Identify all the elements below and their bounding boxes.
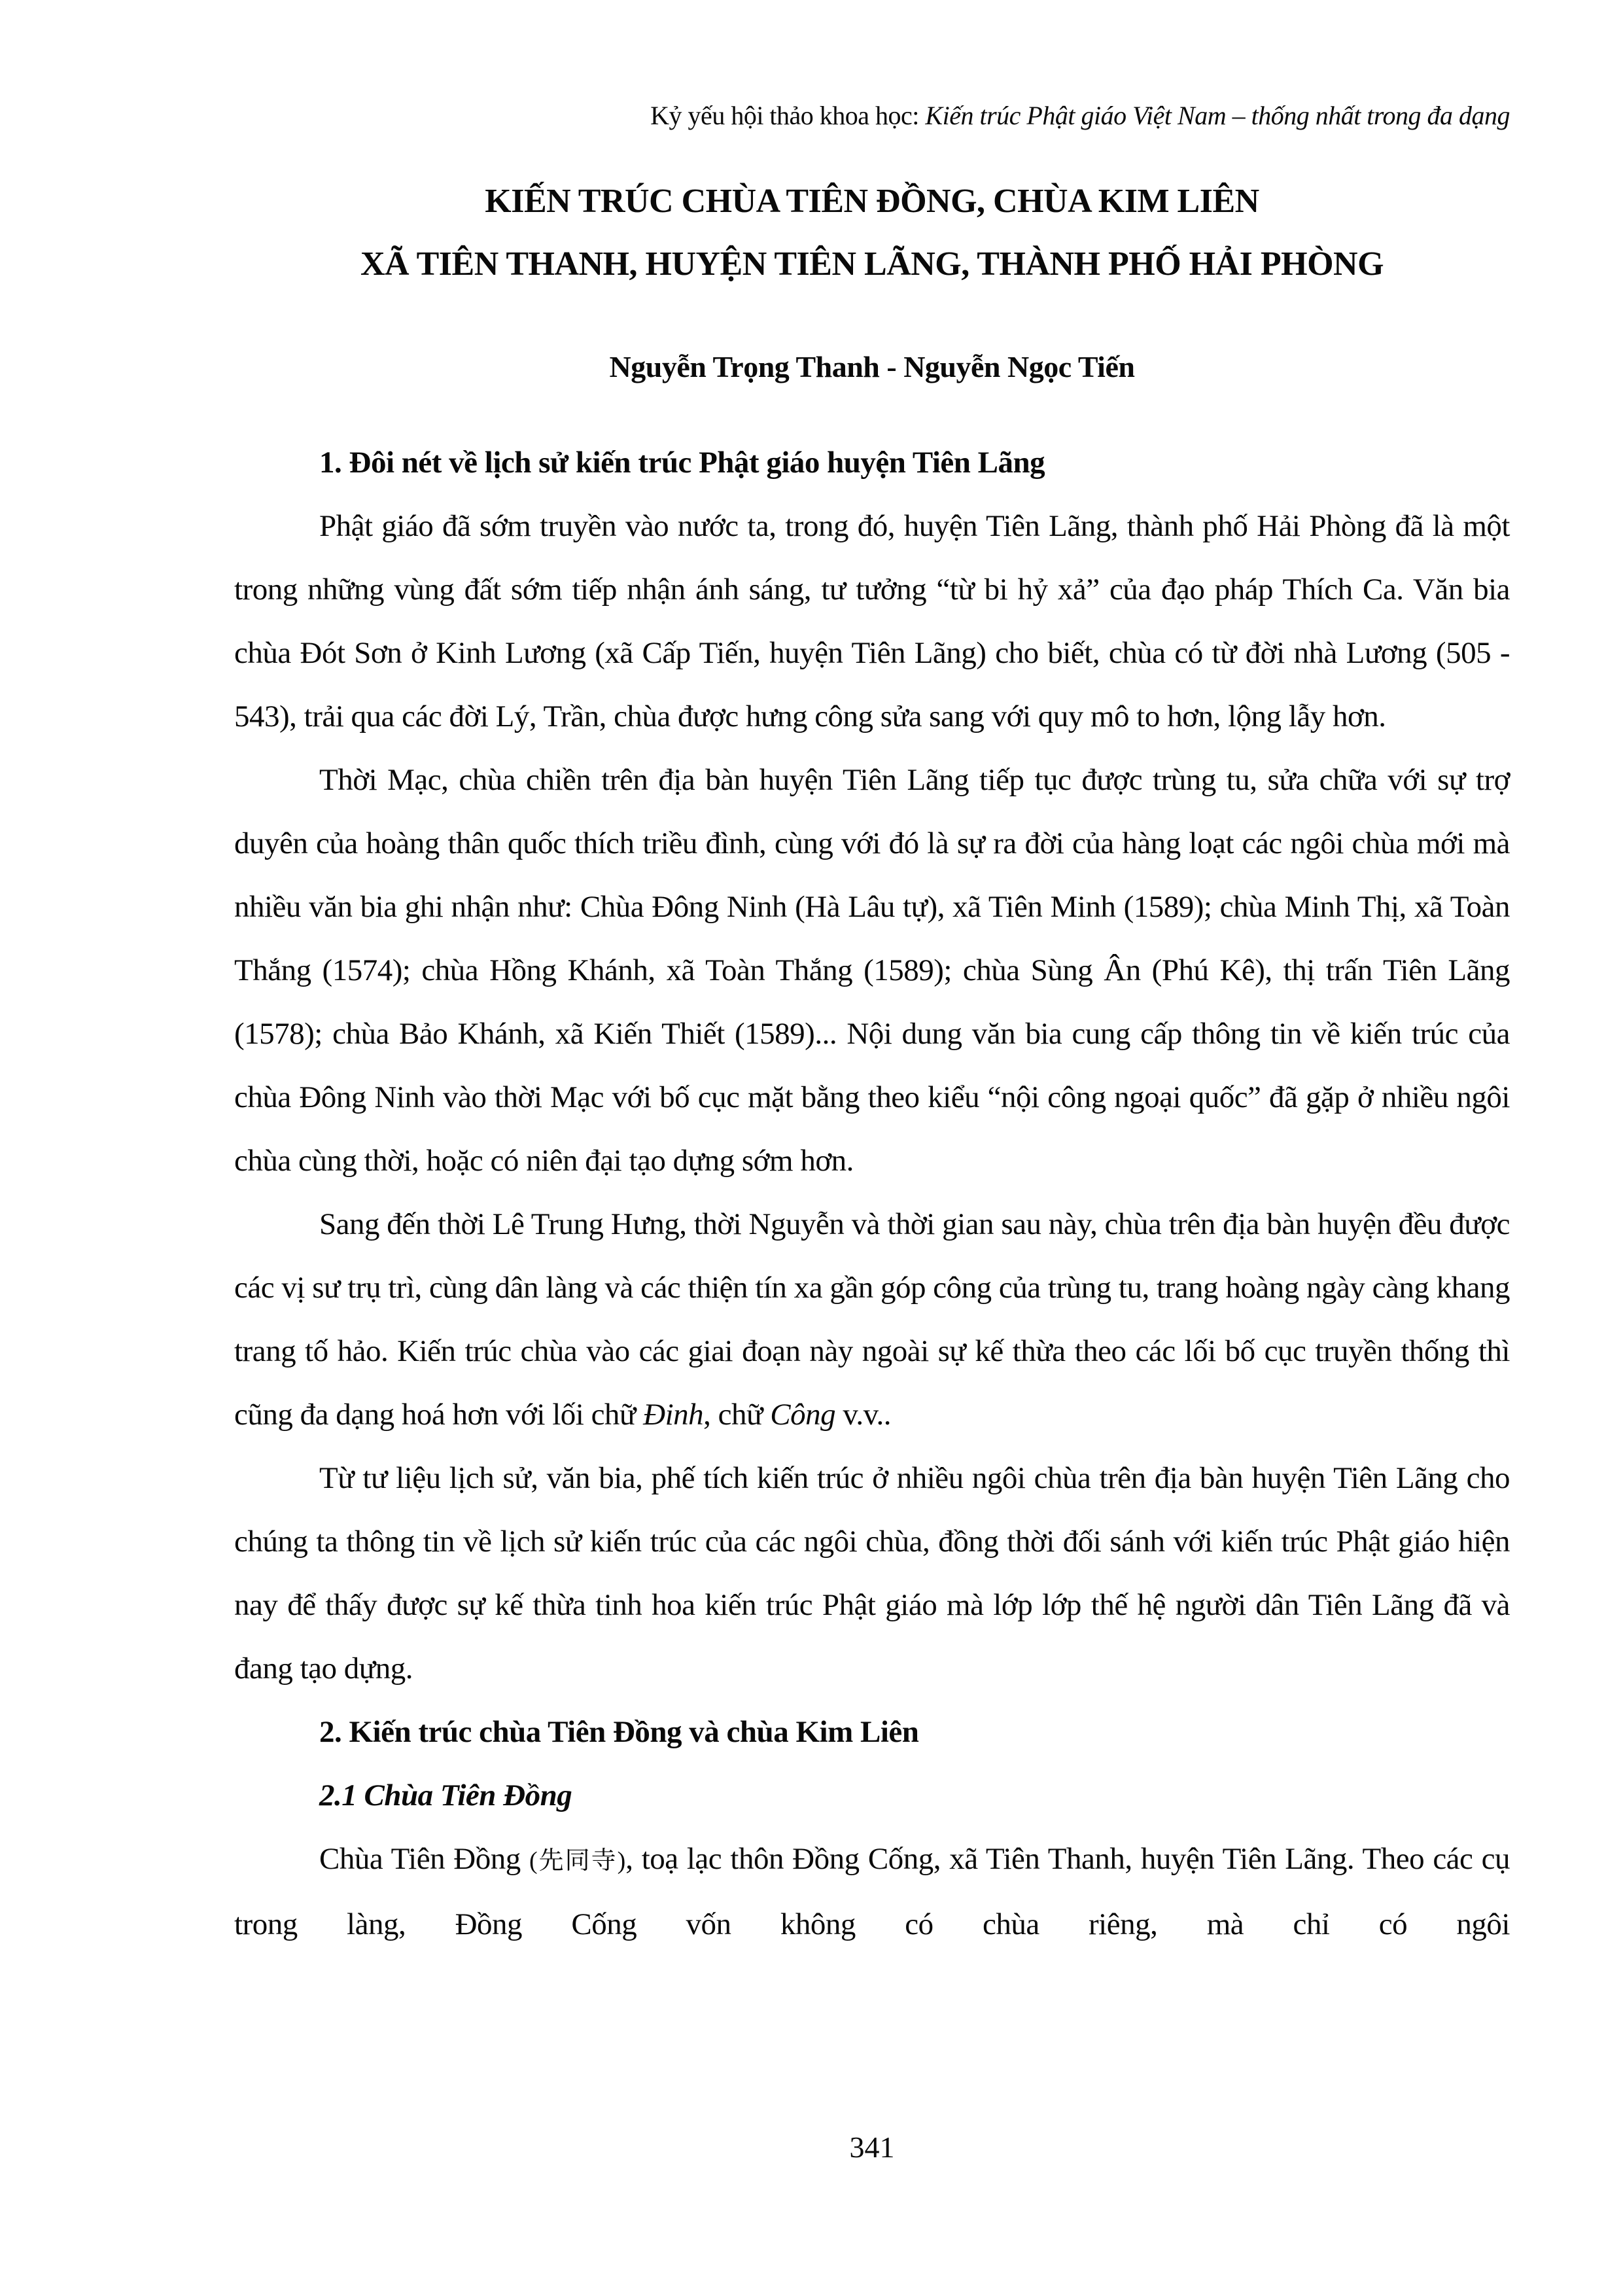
paragraph-5-tail: , toạ lạc thôn Đồng Cống, xã Tiên Thanh, huyện Tiên Lãng. Theo các cụ trong làng, Đồng Cống vốn không có chùa riêng, mà chỉ có ngôi (234, 1842, 1510, 1941)
running-header (234, 0, 1510, 135)
section1-heading: 1. Đôi nét về lịch sử kiến trúc Phật giáo huyện Tiên Lãng (319, 446, 1045, 480)
paragraph-3-tail: v.v.. (835, 1398, 892, 1432)
section1-paragraph-1: Phật giáo đã sớm truyền vào nước ta, trong đó, huyện Tiên Lãng, thành phố Hải Phòng đã là một trong những vùng đất sớm tiếp nhận ánh sáng, tư tưởng “từ bi hỷ xả” của đạo pháp Thích Ca. Văn bia chùa Đót Sơn ở Kinh Lương (xã Cấp Tiến, huyện Tiên Lãng) cho biết, chùa có từ đời nhà Lương (505 - 543), trải qua các đời Lý, Trần, chùa được hưng công sửa sang với quy mô to hơn, lộng lẫy hơn. (234, 509, 1510, 733)
paragraph-5-lead: Chùa Tiên Đồng (319, 1842, 529, 1876)
section1-paragraph-2: Thời Mạc, chùa chiền trên địa bàn huyện Tiên Lãng tiếp tục được trùng tu, sửa chữa với sự trợ duyên của hoàng thân quốc thích triều đình, cùng với đó là sự ra đời của hàng loạt các ngôi chùa mới mà nhiều văn bia ghi nhận như: Chùa Đông Ninh (Hà Lâu tự), xã Tiên Minh (1589); chùa Minh Thị, xã Toàn Thắng (1574); chùa Hồng Khánh, xã Toàn Thắng (1589); chùa Sùng Ân (Phú Kê), thị trấn Tiên Lãng (1578); chùa Bảo Khánh, xã Kiến Thiết (1589)... Nội dung văn bia cung cấp thông tin về kiến trúc của chùa Đông Ninh vào thời Mạc với bố cục mặt bằng theo kiểu “nội công ngoại quốc” đã gặp ở nhiều ngôi chùa cùng thời, hoặc có niên đại tạo dựng sớm hơn. (234, 763, 1510, 1178)
paper-title-line2: XÃ TIÊN THANH, HUYỆN TIÊN LÃNG, THÀNH PHỐ HẢI PHÒNG (360, 245, 1384, 283)
conference-title: Kiến trúc Phật giáo Việt Nam – thống nhất trong đa dạng (925, 101, 1510, 130)
section1-paragraph-3 (234, 1193, 1510, 1447)
authors: Nguyễn Trọng Thanh - Nguyễn Ngọc Tiến (609, 350, 1135, 383)
paper-title (234, 170, 1510, 296)
proceedings-series-label: Kỷ yếu hội thảo khoa học: (650, 101, 926, 130)
section2-1-subheading: 2.1 Chùa Tiên Đồng (319, 1778, 572, 1812)
page-content (234, 0, 1510, 1956)
temple-name-cjk: (先同寺) (529, 1847, 626, 1875)
paragraph-3-term-dinh: Đinh (643, 1398, 704, 1432)
section2-heading: 2. Kiến trúc chùa Tiên Đồng và chùa Kim Liên (319, 1715, 919, 1749)
section1-paragraph-4: Từ tư liệu lịch sử, văn bia, phế tích kiến trúc ở nhiều ngôi chùa trên địa bàn huyện Tiên Lãng cho chúng ta thông tin về lịch sử kiến trúc của các ngôi chùa, đồng thời đối sánh với kiến trúc Phật giáo hiện nay để thấy được sự kế thừa tinh hoa kiến trúc Phật giáo mà lớp lớp thế hệ người dân Tiên Lãng đã và đang tạo dựng. (234, 1461, 1510, 1686)
paper-title-line1: KIẾN TRÚC CHÙA TIÊN ĐỒNG, CHÙA KIM LIÊN (485, 183, 1259, 220)
paragraph-3-mid: , chữ (703, 1398, 771, 1432)
paragraph-3-lead: Sang đến thời Lê Trung Hưng, thời Nguyễn và thời gian sau này, chùa trên địa bàn huyện đều được các vị sư trụ trì, cùng dân làng và các thiện tín xa gần góp công của trùng tu, trang hoàng ngày càng khang trang tố hảo. Kiến trúc chùa vào các giai đoạn này ngoài sự kế thừa theo các lối bố cục truyền thống thì cũng đa dạng hoá hơn với lối chữ (234, 1207, 1510, 1432)
section2-paragraph-1 (234, 1828, 1510, 1956)
page-number: 341 (849, 2130, 895, 2164)
paragraph-3-term-cong: Công (770, 1398, 836, 1432)
